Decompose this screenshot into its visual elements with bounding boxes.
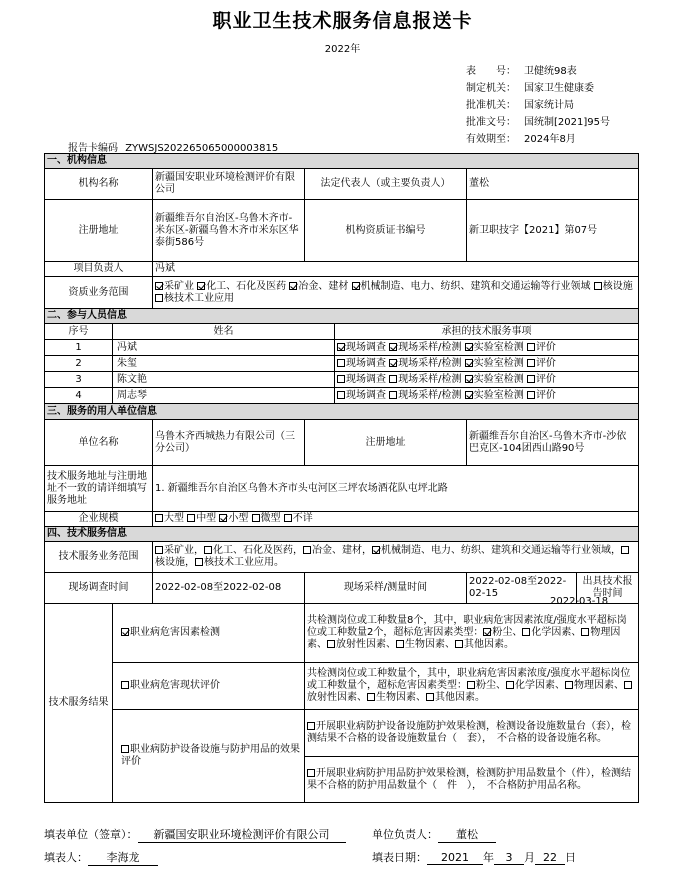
service-scope-option [372, 545, 621, 556]
task-label: 评价 [535, 389, 556, 401]
result1-factor-option [327, 639, 396, 650]
meta-key: 批准机关： [466, 100, 516, 111]
report-time-label: 出具技术报告时间 [577, 573, 639, 604]
project-lead-value: 冯斌 [153, 262, 639, 277]
personnel-tasks [335, 388, 639, 404]
footer-unit-label: 填表单位（签章）： [44, 828, 138, 841]
enterprise-size-option [252, 513, 281, 524]
unit-name-value: 乌鲁木齐西城热力有限公司（三分公司） [153, 420, 305, 466]
org-name-value: 新疆国安职业环境检测评价有限公司 [153, 169, 305, 200]
task-checkbox[interactable] [465, 359, 473, 367]
col-tasks-header: 承担的技术服务事项 [335, 324, 639, 340]
footer-date: 填表日期： 2021 年 3 月 22 日 [372, 851, 576, 864]
section4-title: 四、技术服务信息 [45, 527, 639, 542]
result2-factor-option [467, 680, 506, 691]
form-title: 职业卫生技术服务信息报送卡 [212, 10, 473, 32]
result2-factor-option-label: 其他因素。 [435, 692, 485, 703]
qualification-scope-option-label: 采矿业 [164, 280, 194, 292]
enterprise-size-option-label: 微型 [260, 513, 281, 524]
task-label: 实验室检测 [473, 373, 527, 385]
task-label: 现场采样/检测 [398, 357, 465, 369]
task-checkbox[interactable] [337, 375, 345, 383]
footer-date-label: 填表日期： [372, 851, 427, 864]
qualification-scope-option [155, 293, 234, 304]
service-scope-option-label: 核技术工业应用。 [204, 557, 284, 568]
personnel-tasks [335, 372, 639, 388]
task-label: 实验室检测 [473, 341, 527, 353]
personnel-seq: 4 [45, 388, 113, 404]
service-scope-checkbox[interactable] [155, 546, 163, 554]
survey-time-label: 现场调查时间 [45, 573, 153, 604]
enterprise-size-option [187, 513, 216, 524]
enterprise-size-checkbox[interactable] [187, 514, 195, 522]
footer-unit [44, 826, 346, 843]
meta-value: 卫健统98表 [524, 66, 577, 77]
unit-address-value: 新疆维吾尔自治区-乌鲁木齐市-沙依巴克区-104团西山路90号 [467, 420, 639, 466]
task-label: 现场调查 [346, 357, 390, 369]
service-scope-option [155, 545, 204, 556]
result1-factor-checkbox[interactable] [327, 640, 335, 648]
section1-title: 一、机构信息 [45, 154, 639, 169]
result1-factor-option-label: 其他因素。 [464, 639, 514, 650]
result2-factor-option-label: 粉尘、 [476, 680, 506, 691]
meta-line [466, 130, 576, 145]
result2-factor-option [367, 692, 426, 703]
personnel-row [45, 356, 639, 372]
task-checkbox[interactable] [465, 375, 473, 383]
meta-value: 国家统计局 [524, 100, 574, 111]
task-checkbox[interactable] [527, 391, 535, 399]
meta-key: 有效期至： [466, 134, 516, 145]
qualification-scope-checkbox[interactable] [155, 282, 163, 290]
service-scope-label: 技术服务业务范围 [45, 542, 153, 573]
task-label: 现场调查 [346, 341, 390, 353]
task-checkbox[interactable] [465, 391, 473, 399]
footer-filler-value: 李海龙 [88, 849, 158, 866]
qualification-scope-option-label: 冶金、建材 [298, 280, 349, 292]
result3b-text: 开展职业病防护用品防护效果检测，检测防护用品数量个（件），检测结果不合格的防护用品数量个（ 件 ）， 不合格防护用品名称。 [305, 757, 639, 803]
result1-factor-option-label: 生物因素、 [405, 639, 455, 650]
result1-factor-checkbox[interactable] [522, 628, 530, 636]
qualification-scope-option [352, 281, 591, 292]
result2-text [305, 663, 639, 710]
task-label: 评价 [535, 341, 556, 353]
meta-value: 国家卫生健康委 [524, 83, 594, 94]
personnel-row [45, 388, 639, 404]
footer-head-label: 单位负责人： [372, 828, 438, 841]
task-checkbox[interactable] [389, 375, 397, 383]
result1-factor-option [483, 627, 522, 638]
footer-filler-label: 填表人： [44, 851, 88, 864]
task-checkbox[interactable] [465, 343, 473, 351]
enterprise-size-option-label: 小型 [228, 513, 249, 524]
report-time-value: 2022-03-18 [550, 596, 609, 607]
service-scope-checkbox[interactable] [621, 546, 629, 554]
service-result-label: 技术服务结果 [45, 604, 113, 803]
task-checkbox[interactable] [337, 359, 345, 367]
result2-factor-option-label: 放射性因素、 [307, 692, 367, 703]
service-scope-option-label: 核设施， [155, 557, 195, 568]
task-label: 实验室检测 [473, 389, 527, 401]
col-seq-header: 序号 [45, 324, 113, 340]
sampling-time-value: 2022-02-08至2022-02-15 [467, 573, 577, 604]
report-card-label: 报告卡编码 [68, 143, 118, 154]
result1-summary: 共检测岗位或工种数量8个，其中，职业病危害因素浓度/强度水平超标岗位或工种数量2个，超标危害因素类型： [307, 615, 627, 638]
result3-label: 职业病防护设备设施与防护用品的效果评价 [113, 710, 305, 803]
enterprise-size-option [219, 513, 248, 524]
service-scope-checkbox[interactable] [195, 558, 203, 566]
result3a-checkbox[interactable] [307, 722, 315, 730]
qualification-scope-checkbox[interactable] [155, 294, 163, 302]
sampling-time-label: 现场采样/测量时间 [305, 573, 467, 604]
task-label: 评价 [535, 357, 556, 369]
qualification-scope-option-label: 核技术工业应用 [164, 292, 234, 304]
personnel-seq: 3 [45, 372, 113, 388]
footer-date-year: 2021 [427, 851, 483, 865]
qualification-scope-option-label: 化工、石化及医药 [206, 280, 287, 292]
result1-factor-checkbox[interactable] [483, 628, 491, 636]
personnel-seq: 2 [45, 356, 113, 372]
enterprise-size-checkbox[interactable] [252, 514, 260, 522]
legal-rep-label: 法定代表人（或主要负责人） [305, 169, 467, 200]
footer-filler [44, 849, 158, 866]
enterprise-size-option-label: 不详 [292, 513, 313, 524]
meta-value: 国统制[2021]95号 [524, 117, 610, 128]
enterprise-size-checkbox[interactable] [155, 514, 163, 522]
personnel-name: 周志琴 [113, 388, 335, 404]
task-checkbox[interactable] [389, 391, 397, 399]
result2-factor-checkbox[interactable] [565, 681, 573, 689]
enterprise-size-checkbox[interactable] [284, 514, 292, 522]
result1-label: 职业病危害因素检测 [113, 604, 305, 663]
task-label: 现场采样/检测 [398, 341, 465, 353]
service-address-value: 1. 新疆维吾尔自治区乌鲁木齐市头屯河区三坪农场酒花队屯坪北路 [153, 466, 639, 512]
footer-date-month: 3 [494, 851, 524, 865]
result2-factor-option-label: 物理因素、 [574, 680, 624, 691]
qualification-scope-option-label: 机械制造、电力、纺织、建筑和交通运输等行业领域 [360, 280, 591, 292]
service-scope-option [303, 545, 372, 556]
task-checkbox[interactable] [389, 343, 397, 351]
service-scope-option [204, 545, 303, 556]
qualification-scope-checkbox[interactable] [594, 282, 602, 290]
result2-factor-option [426, 692, 485, 703]
task-checkbox[interactable] [389, 359, 397, 367]
report-card-code [68, 139, 278, 154]
result3b-checkbox[interactable] [307, 769, 315, 777]
service-scope-checkbox[interactable] [204, 546, 212, 554]
form-year: 2022年 [324, 44, 361, 55]
survey-time-value: 2022-02-08至2022-02-08 [153, 573, 305, 604]
qualification-scope-option-label: 核设施 [602, 280, 633, 292]
service-scope-option-label: 机械制造、电力、纺织、建筑和交通运输等行业领域， [381, 545, 621, 556]
task-label: 现场采样/检测 [398, 373, 465, 385]
result2-factor-option-label: 化学因素、 [515, 680, 565, 691]
result2-summary: 共检测岗位或工种数量个，其中，职业病危害因素浓度/强度水平超标岗位或工种数量个，超标危害因素类型： [307, 668, 631, 691]
service-scope-options [153, 542, 639, 573]
footer-head-value: 董松 [438, 826, 496, 843]
service-scope-option-label: 采矿业， [164, 545, 204, 556]
cert-no-label: 机构资质证书编号 [305, 200, 467, 262]
result2-factor-option [565, 680, 624, 691]
section2-title: 二、参与人员信息 [45, 309, 639, 324]
footer-unit-value: 新疆国安职业环境检测评价有限公司 [138, 826, 346, 843]
task-checkbox[interactable] [527, 359, 535, 367]
service-scope-checkbox[interactable] [372, 546, 380, 554]
qualification-scope-option [594, 281, 633, 292]
qualification-scope-checkbox[interactable] [289, 282, 297, 290]
enterprise-size-option [284, 513, 313, 524]
footer-head [372, 826, 496, 843]
org-name-label: 机构名称 [45, 169, 153, 200]
qualification-scope-option [197, 281, 286, 292]
result2-factor-checkbox[interactable] [467, 681, 475, 689]
personnel-name: 陈文艳 [113, 372, 335, 388]
meta-line [466, 96, 574, 111]
meta-line [466, 113, 610, 128]
qualification-scope-label: 资质业务范围 [45, 277, 153, 309]
form-table [44, 153, 639, 803]
report-card-number: ZYWSJS202265065000003815 [125, 143, 279, 154]
result1-factor-checkbox[interactable] [581, 628, 589, 636]
org-address-label: 注册地址 [45, 200, 153, 262]
personnel-name: 冯斌 [113, 340, 335, 356]
task-label: 现场调查 [346, 373, 390, 385]
personnel-tasks [335, 340, 639, 356]
qualification-scope-checkbox[interactable] [197, 282, 205, 290]
result1-factor-checkbox[interactable] [455, 640, 463, 648]
service-scope-checkbox[interactable] [303, 546, 311, 554]
enterprise-size-checkbox[interactable] [219, 514, 227, 522]
meta-line [466, 79, 594, 94]
personnel-tasks [335, 356, 639, 372]
enterprise-size-label: 企业规模 [45, 512, 153, 527]
legal-rep-value: 董松 [467, 169, 639, 200]
task-checkbox[interactable] [527, 375, 535, 383]
personnel-row [45, 372, 639, 388]
result2-factor-checkbox[interactable] [506, 681, 514, 689]
enterprise-size-option [155, 513, 184, 524]
result1-factor-option-label: 化学因素、 [531, 627, 582, 638]
unit-address-label: 注册地址 [305, 420, 467, 466]
section3-title: 三、服务的用人单位信息 [45, 404, 639, 420]
col-name-header: 姓名 [113, 324, 335, 340]
unit-name-label: 单位名称 [45, 420, 153, 466]
task-checkbox[interactable] [337, 343, 345, 351]
personnel-name: 朱玺 [113, 356, 335, 372]
meta-line [466, 62, 577, 77]
meta-key: 批准文号： [466, 117, 516, 128]
service-address-label: 技术服务地址与注册地址不一致的请详细填写服务地址 [45, 466, 153, 512]
result1-factor-option-label: 粉尘、 [492, 627, 523, 638]
personnel-rows [45, 340, 639, 404]
task-checkbox[interactable] [337, 391, 345, 399]
result2-label: 职业病危害现状评价 [113, 663, 305, 710]
qualification-scope-option [289, 281, 348, 292]
result2-factor-option [506, 680, 565, 691]
result1-factor-checkbox[interactable] [396, 640, 404, 648]
result1-checkbox[interactable] [121, 628, 129, 636]
result3a-text: 开展职业病防护设备设施防护效果检测，检测设备设施数量台（套），检测结果不合格的设备设施数量台（ 套）， 不合格的设备设施名称。 [305, 710, 639, 757]
meta-value: 2024年8月 [524, 134, 576, 145]
result1-text [305, 604, 639, 663]
task-checkbox[interactable] [527, 343, 535, 351]
org-address-value: 新疆维吾尔自治区-乌鲁木齐市-米东区-新疆乌鲁木齐市米东区华泰街586号 [153, 200, 305, 262]
service-scope-option-label: 冶金、建材， [312, 545, 372, 556]
qualification-scope-options [153, 277, 639, 309]
personnel-seq: 1 [45, 340, 113, 356]
result2-checkbox[interactable] [121, 681, 129, 689]
service-scope-option [195, 557, 284, 568]
enterprise-size-option-label: 中型 [196, 513, 217, 524]
task-label: 现场调查 [346, 389, 390, 401]
project-lead-label: 项目负责人 [45, 262, 153, 277]
personnel-row [45, 340, 639, 356]
meta-key: 表 号： [466, 66, 516, 77]
result2-factor-checkbox[interactable] [426, 693, 434, 701]
footer-date-day: 22 [535, 851, 565, 865]
task-label: 现场采样/检测 [398, 389, 465, 401]
result1-factor-option-label: 物理因素、 [307, 627, 621, 650]
result3-checkbox[interactable] [121, 745, 129, 753]
qualification-scope-option [155, 281, 194, 292]
cert-no-value: 新卫职技字【2021】第07号 [467, 200, 639, 262]
task-label: 评价 [535, 373, 556, 385]
result1-factor-option [455, 639, 514, 650]
enterprise-size-options [153, 512, 639, 527]
result2-factor-checkbox[interactable] [624, 681, 632, 689]
result1-factor-option [522, 627, 581, 638]
result1-factor-option-label: 放射性因素、 [336, 639, 396, 650]
result1-factor-option [396, 639, 455, 650]
result2-factor-option-label: 生物因素、 [376, 692, 426, 703]
enterprise-size-option-label: 大型 [164, 513, 184, 524]
task-label: 实验室检测 [473, 357, 527, 369]
service-scope-option-label: 化工、石化及医药， [213, 545, 303, 556]
result2-factor-checkbox[interactable] [367, 693, 375, 701]
qualification-scope-checkbox[interactable] [352, 282, 360, 290]
meta-key: 制定机关： [466, 83, 516, 94]
